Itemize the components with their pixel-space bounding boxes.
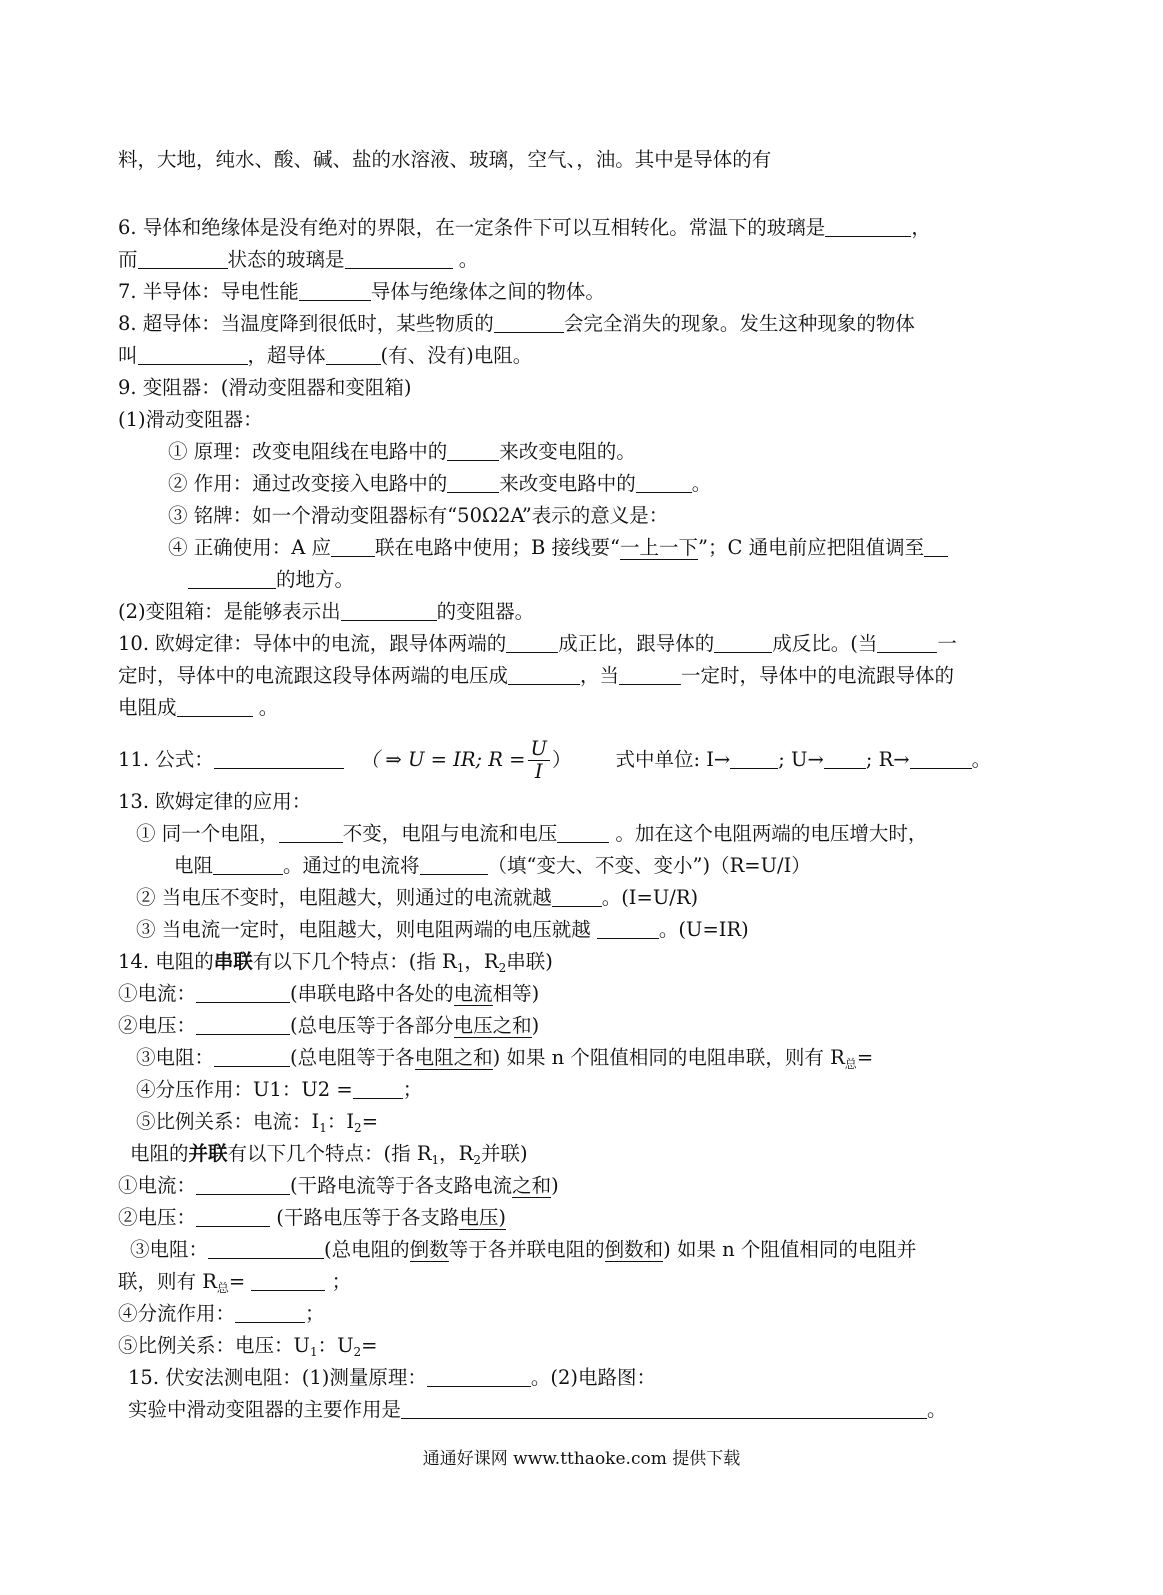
blank[interactable] [557,824,609,843]
series-ratio: ⑤比例关系：电流：$I_1$：$I_2=$ [136,1110,379,1135]
blank[interactable] [251,1272,325,1291]
blank[interactable] [208,1240,324,1259]
line-7: 7. 半导体：导电性能 导体与绝缘体之间的物体。 [118,280,605,303]
item-nameplate: ③ 铭牌：如一个滑动变阻器标有“50Ω2A”表示的意义是： [168,504,669,527]
item-principle: ① 原理：改变电阻线在电路中的 来改变电阻的。 [168,440,636,463]
blank[interactable] [619,666,681,685]
item-usage-cont: 的地方。 [188,568,354,592]
blank[interactable] [214,1048,290,1067]
item-usage: ④ 正确使用：A 应 联在电路中使用；B 接线要“一上一下”；C 通电前应把阻值调至 [168,536,948,560]
blank[interactable] [196,1016,290,1035]
blank[interactable] [196,1176,290,1195]
app-2: ② 当电压不变时，电阻越大，则通过的电流就越 。(I=U/R) [136,886,699,909]
blank[interactable] [924,538,948,557]
blank[interactable] [341,602,437,621]
blank[interactable] [910,750,972,769]
blank[interactable] [331,538,375,557]
blank[interactable] [427,1368,531,1387]
blank[interactable] [447,442,499,461]
blank[interactable] [326,346,381,365]
blank[interactable] [508,666,580,685]
series-current: ①电流： (串联电路中各处的电流相等) [118,982,540,1005]
blank[interactable] [196,1208,270,1227]
blank[interactable] [353,1080,403,1099]
line-15b: 实验中滑动变阻器的主要作用是 。 [128,1398,947,1421]
line-10c: 电阻成 。 [118,696,279,719]
blank[interactable] [138,250,228,269]
blank[interactable] [177,698,253,717]
fraction-u-over-i: $\frac{U}{I}$ [528,738,550,783]
line-11: 11. 公式： （ ⇒ U = IR; R = $\frac{U}{I}$ ） 式中单位: I→ ; U→ ; R→ 。 [118,737,992,783]
page-footer: 通通好课网 www.tthaoke.com 提供下载 [422,1449,741,1469]
line-8a: 8. 超导体：当温度降到很低时，某些物质的 会完全消失的现象。发生这种现象的物体 [118,312,915,335]
blank[interactable] [636,474,692,493]
blank[interactable] [188,570,276,589]
line-9: 9. 变阻器：(滑动变阻器和变阻箱) [118,376,412,399]
series-voltage: ②电压： (总电压等于各部分电压之和) [118,1014,540,1037]
blank[interactable] [401,1400,927,1419]
parallel-voltage: ②电压： (干路电压等于各支路电压) [118,1206,506,1229]
line-parallel: 电阻的并联有以下几个特点：(指 $R_1$，$R_2$并联) [130,1142,528,1167]
app-1a: ① 同一个电阻， 不变，电阻与电流和电压 。加在这个电阻两端的电压增大时， [136,822,928,845]
blank[interactable] [235,1304,305,1323]
blank[interactable] [196,984,290,1003]
app-3: ③ 当电流一定时，电阻越大，则电阻两端的电压就越 。(U=IR) [136,918,749,941]
parallel-ratio: ⑤比例关系：电压：$U_1$：$U_2=$ [118,1334,378,1359]
blank[interactable] [730,750,778,769]
line-6b: 而 状态的玻璃是 。 [118,248,479,271]
blank[interactable] [213,856,283,875]
parallel-shunt: ④分流作用： ； [118,1302,325,1325]
line-10b: 定时，导体中的电流跟这段导体两端的电压成 ，当 一定时，导体中的电流跟导体的 [118,664,955,687]
parallel-resistance-cont: 联，则有 $R_总=$ ； [118,1270,352,1295]
blank[interactable] [824,750,866,769]
line-13: 13. 欧姆定律的应用： [118,790,312,813]
blank[interactable] [552,888,602,907]
line-6a: 6. 导体和绝缘体是没有绝对的界限，在一定条件下可以互相转化。常温下的玻璃是 ， [118,216,931,239]
blank[interactable] [597,920,659,939]
series-divider: ④分压作用：U1：U2 = ； [136,1078,423,1101]
line-15: 15. 伏安法测电阻：(1)测量原理： 。(2)电路图： [128,1366,656,1389]
line-10a: 10. 欧姆定律：导体中的电流，跟导体两端的 成正比，跟导体的 成反比。(当 一 [118,632,957,655]
blank[interactable] [345,250,453,269]
blank[interactable] [506,634,558,653]
blank[interactable] [825,218,911,237]
series-resistance: ③电阻： (总电阻等于各电阻之和) 如果 n 个阻值相同的电阻串联，则有 $R_总=$ [136,1046,874,1071]
blank[interactable] [214,750,344,769]
line-9-2: (2)变阻箱：是能够表示出 的变阻器。 [118,600,535,623]
blank[interactable] [714,634,772,653]
app-1b: 电阻 。通过的电流将 （填“变大、不变、变小”)（R=U/I） [174,854,811,877]
line-conductors: 料，大地，纯水、酸、碱、盐的水溶液、玻璃，空气、，油。其中是导体的有 [118,148,772,171]
item-function: ② 作用：通过改变接入电路中的 来改变电路中的 。 [168,472,712,495]
line-9-1: (1)滑动变阻器： [118,408,263,431]
blank[interactable] [877,634,937,653]
blank[interactable] [279,824,343,843]
blank[interactable] [138,346,248,365]
blank[interactable] [420,856,488,875]
parallel-resistance: ③电阻： (总电阻的倒数等于各并联电阻的倒数和) 如果 n 个阻值相同的电阻并 [130,1238,917,1261]
blank[interactable] [494,314,564,333]
line-14: 14. 电阻的串联有以下几个特点：(指 $R_1$，$R_2$串联) [118,950,553,975]
line-8b: 叫 ，超导体 (有、没有)电阻。 [118,344,533,367]
blank[interactable] [447,474,499,493]
parallel-current: ①电流： (干路电流等于各支路电流之和) [118,1174,559,1197]
blank[interactable] [299,282,371,301]
